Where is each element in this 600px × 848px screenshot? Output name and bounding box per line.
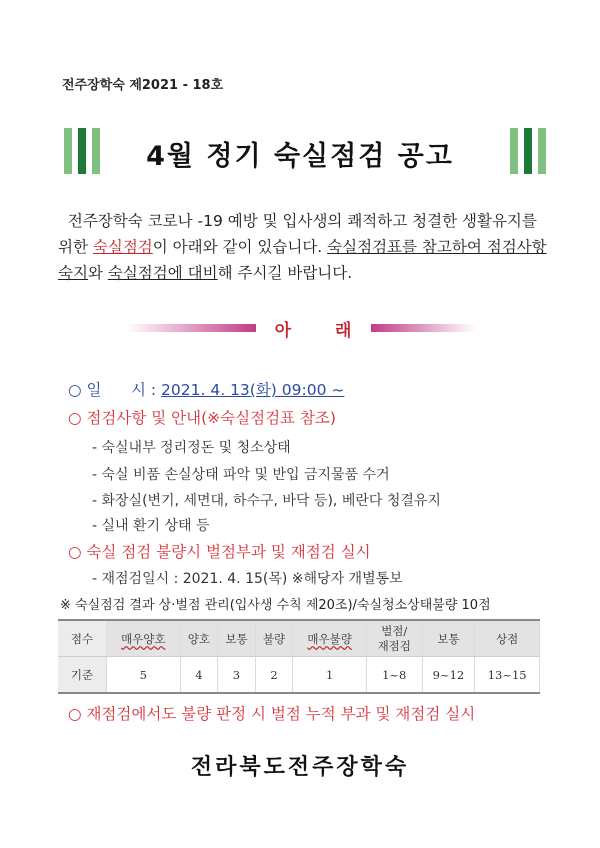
check-items-header: ○ 점검사항 및 안내(※숙실점검표 참조): [68, 409, 336, 427]
table-cell: 1~8: [366, 657, 422, 694]
decor-bar: [78, 128, 86, 174]
table-row: [58, 620, 540, 657]
check-item: - 숙실 비품 손실상태 파악 및 반입 금지물품 수거: [92, 467, 390, 483]
section-heading: [126, 316, 476, 340]
schedule-line: [68, 378, 344, 400]
decor-bar: [64, 128, 72, 174]
schedule-label: ○ 일 시 :: [68, 381, 162, 399]
document-number: 전주장학숙 제2021 - 18호: [62, 78, 224, 93]
intro-text: 해 주시길 바랍니다.: [217, 264, 353, 282]
penalty-note: ※ 숙실점검 결과 상·벌점 관리(입사생 수칙 제20조)/숙실청소상태불량 10점: [60, 598, 491, 613]
highlight-inspection: 숙실점검: [92, 238, 153, 256]
table-header-cell: 벌점/ 재점검: [366, 620, 422, 657]
table-cell: 13~15: [475, 657, 540, 694]
underlined-text: 숙실점검에 대비: [107, 264, 218, 282]
row-label: 기준: [58, 657, 107, 694]
header-text: 매우양호: [121, 631, 166, 646]
heading-gradient-right: [371, 324, 476, 332]
table-header-cell: [107, 620, 181, 657]
table-header-cell: 보통: [218, 620, 256, 657]
row-label: 점수: [58, 620, 107, 657]
decor-bar: [538, 128, 546, 174]
final-note: ○ 재점검에서도 불량 판정 시 벌점 누적 부과 및 재점검 실시: [68, 705, 476, 723]
intro-text: 와: [87, 264, 108, 282]
intro-line-1: [58, 208, 558, 234]
check-item: - 실내 환기 상태 등: [92, 518, 210, 534]
table-cell: 1: [293, 657, 367, 694]
page-title: 4월 정기 숙실점검 공고: [146, 141, 454, 172]
schedule-value: 2021. 4. 13(화) 09:00 ~: [161, 381, 345, 399]
table-cell: 3: [218, 657, 256, 694]
intro-line-2: [58, 234, 558, 260]
heading-char: 아: [274, 321, 295, 341]
intro-paragraph: [58, 208, 558, 286]
table-cell: 5: [107, 657, 181, 694]
issuer-name: 전라북도전주장학숙: [190, 754, 410, 780]
intro-text: 전주장학숙 코로나 -19 예방 및 입사생의 쾌적하고 청결한 생활유지를: [58, 212, 537, 230]
score-table: [58, 619, 540, 694]
table-cell: 4: [180, 657, 218, 694]
header-text: 매우불량: [307, 631, 352, 646]
table-header-cell: [293, 620, 367, 657]
title-decoration-left: [64, 128, 100, 174]
decor-bar: [92, 128, 100, 174]
heading-gradient-left: [126, 324, 256, 332]
decor-bar: [524, 128, 532, 174]
recheck-date: - 재점검일시 : 2021. 4. 15(목) ※해당자 개별통보: [92, 571, 403, 587]
check-item: - 숙실내부 정리정돈 및 청소상태: [92, 440, 291, 456]
table-header-cell: 불량: [255, 620, 293, 657]
table-cell: 2: [255, 657, 293, 694]
table-header-cell: 상점: [475, 620, 540, 657]
underlined-text: 숙실점검표를 참고하여 점검사항: [327, 238, 547, 256]
underlined-text: 숙지: [58, 264, 88, 282]
heading-char: 래: [335, 321, 356, 341]
heading-text: [254, 316, 376, 341]
decor-bar: [510, 128, 518, 174]
check-item: - 화장실(변기, 세면대, 하수구, 바닥 등), 베란다 청결유지: [92, 493, 441, 509]
intro-text: 위한: [58, 238, 93, 256]
table-header-cell: 양호: [180, 620, 218, 657]
penalty-header: ○ 숙실 점검 불량시 벌점부과 및 재점검 실시: [68, 543, 371, 561]
title-decoration-right: [510, 128, 546, 174]
table-row: [58, 657, 540, 694]
intro-line-3: [58, 260, 558, 286]
intro-text: 이 아래와 같이 있습니다.: [152, 238, 328, 256]
table-header-cell: 보통: [422, 620, 475, 657]
table-cell: 9~12: [422, 657, 475, 694]
